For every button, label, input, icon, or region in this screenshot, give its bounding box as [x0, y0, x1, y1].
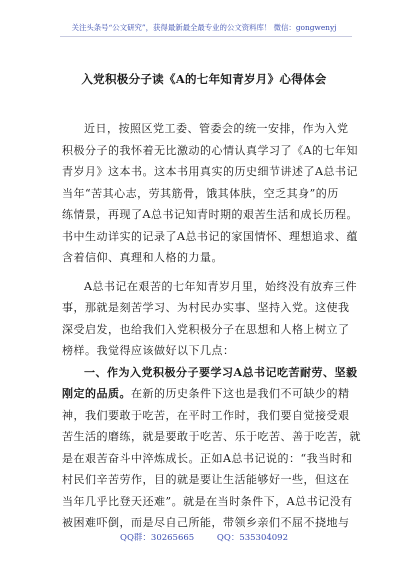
footer-qq-group: QQ群：30265665	[119, 533, 195, 543]
text-line: 是在艰苦奋斗中淬炼成长。正如A总书记说的：“我当时和	[62, 451, 353, 465]
text-line: 近日，按照区党工委、管委会的统一安排，作为入党	[84, 122, 349, 135]
text-line: 当年几乎比登天还难”。就是在当时条件下，A总书记没有	[62, 494, 353, 508]
header-promo-note: 关注头条号“公文研究”，获得最新最全最专业的公文资料库！ 微信：gongwenyj	[71, 23, 337, 32]
section-heading: 刚定的品质。	[62, 387, 131, 400]
paragraph-intro	[62, 118, 358, 269]
text-line: 榜样。我觉得应该做好以下几点：	[62, 344, 235, 357]
text-line: 村民们辛苦劳作，目的就是要让生活能够好一些，但这在	[62, 473, 350, 486]
paragraph-section-one	[62, 362, 361, 534]
text-line: 书中生动详实的记录了A总书记的家国情怀、理想追求、蕴	[62, 229, 358, 243]
paragraph-three-things	[62, 276, 357, 362]
text-line: 在新的历史条件下这也是我们不可缺少的精	[131, 387, 350, 400]
text-line: 青岁月》这本书。这本书用真实的历史细节讲述了A总书记	[62, 165, 358, 178]
text-line: A总书记在艰苦的七年知青岁月里，始终没有放弃三件	[84, 279, 357, 293]
document-body	[62, 118, 361, 534]
text-line: 苦生活的磨练，就是要敢于吃苦、乐于吃苦、善于吃苦，就	[62, 430, 361, 443]
footer-contact	[0, 531, 408, 543]
text-line: 练情景，再现了A总书记知青时期的艰苦生活和成长历程。	[62, 208, 358, 221]
text-line: 神，我们要敢于吃苦，在平时工作时，我们要自觉接受艰	[62, 408, 350, 422]
header-divider	[60, 36, 352, 37]
text-line: 积极分子的我怀着无比激动的心情认真学习了《A的七年知	[62, 143, 358, 157]
section-heading: 一、作为入党积极分子要学习A总书记吃苦耐劳、坚毅	[84, 365, 358, 379]
text-line: 含着信仰、真理和人格的力量。	[62, 251, 223, 264]
text-line: 事，那就是刻苦学习、为村民办实事、坚持入党。这使我	[62, 301, 350, 314]
footer-qq: QQ：535304092	[216, 533, 288, 543]
text-line: 深受启发，也给我们入党积极分子在思想和人格上树立了	[62, 322, 350, 336]
document-title: 入党积极分子读《A的七年知青岁月》心得体会	[81, 72, 327, 86]
text-line: 当年“苦其心志，劳其筋骨，饿其体肤，空乏其身”的历	[62, 186, 339, 200]
text-line: 被困难吓倒，而是尽自己所能，带领乡亲们不屈不挠地与	[62, 516, 350, 529]
